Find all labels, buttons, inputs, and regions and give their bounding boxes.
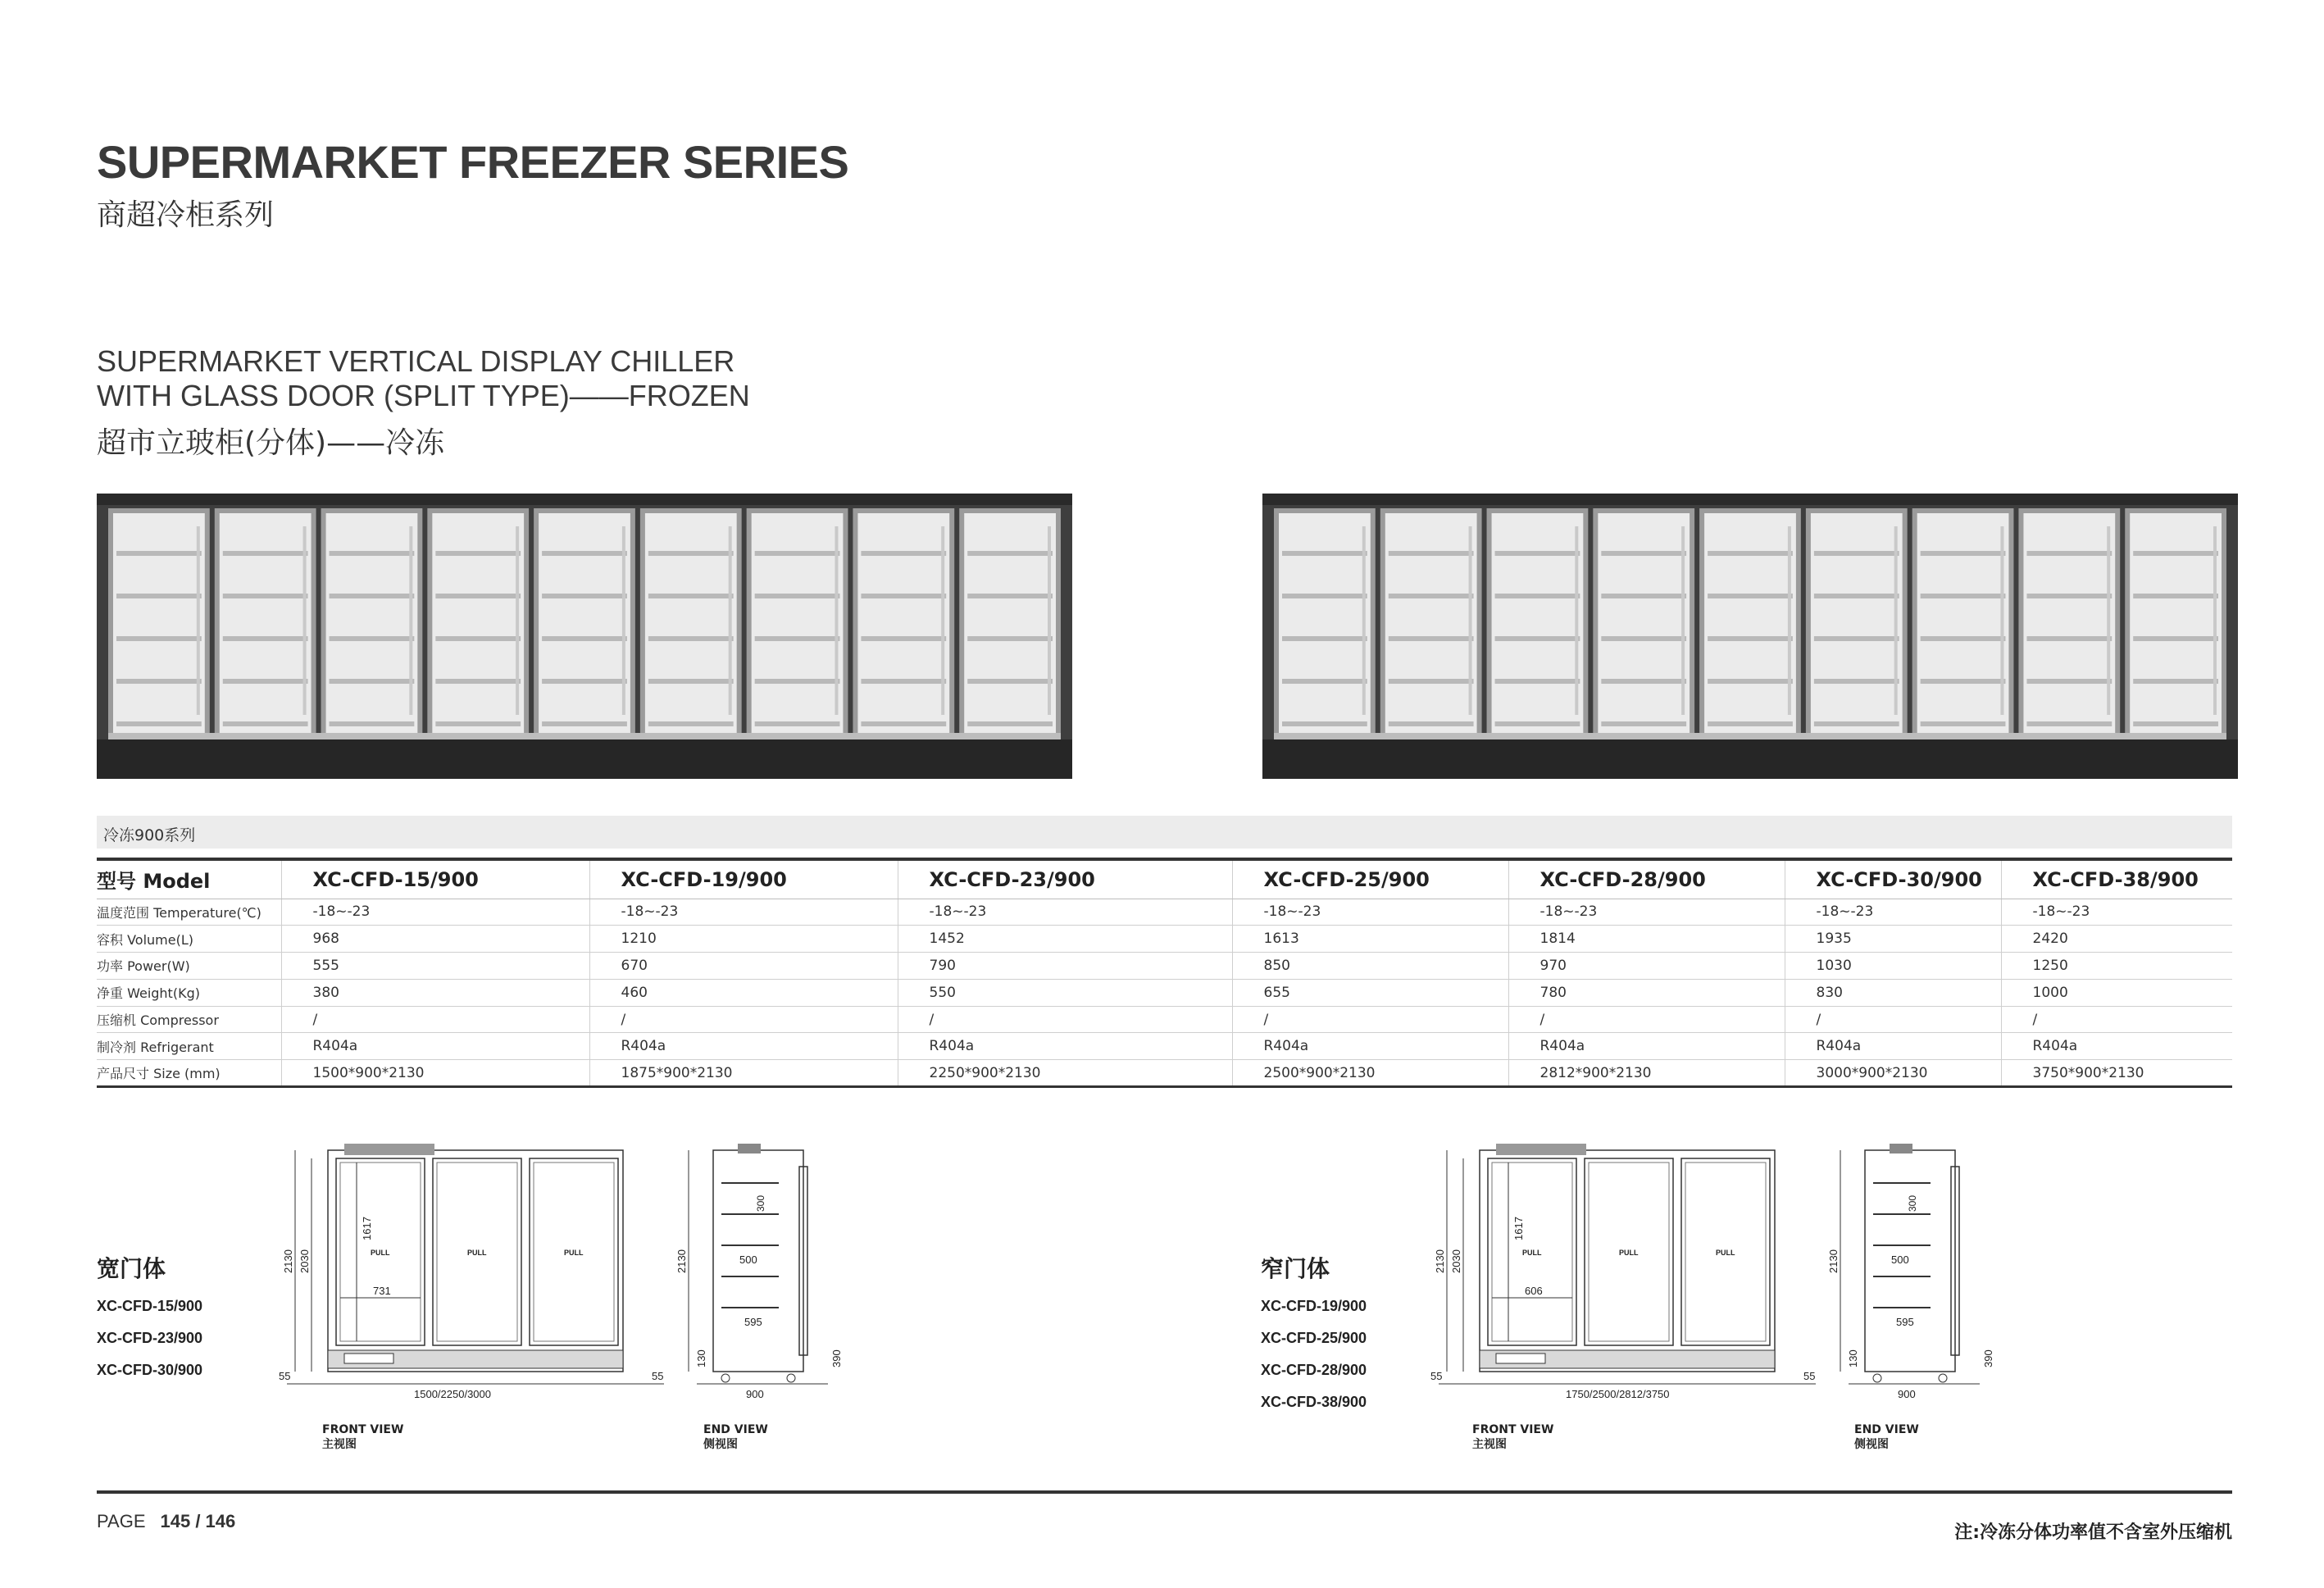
spec-cell: R404a (2001, 1033, 2232, 1060)
shelf (2133, 679, 2218, 684)
top-unit (738, 1144, 761, 1153)
shelf (1601, 594, 1686, 598)
dimension-label: PULL (1619, 1249, 1639, 1257)
shelf (755, 594, 840, 598)
shelf (223, 594, 308, 598)
shelf (1814, 551, 1899, 556)
top-unit (1496, 1144, 1586, 1155)
door-handle (941, 526, 944, 715)
shelf (435, 594, 521, 598)
shelf (223, 551, 308, 556)
group-model: XC-CFD-19/900 (1261, 1298, 1367, 1314)
dimension-label: 2030 (1450, 1249, 1462, 1273)
spec-cell: / (589, 1006, 898, 1033)
shelf (1389, 721, 1474, 726)
shelf (1495, 551, 1580, 556)
spec-cell: 3000*900*2130 (1785, 1060, 2001, 1087)
spec-row (97, 1033, 2232, 1060)
cabinet-base (97, 739, 1072, 779)
shelf (2026, 721, 2112, 726)
spec-cell: 1814 (1508, 926, 1785, 953)
series-bar (97, 816, 2232, 849)
door-handle (2213, 526, 2217, 715)
spec-row (97, 899, 2232, 926)
door-glass (326, 513, 418, 733)
shelf (861, 679, 946, 684)
spec-cell: -18~-23 (898, 899, 1232, 926)
spec-cell: 830 (1785, 979, 2001, 1006)
shelf (1282, 594, 1367, 598)
spec-row-label: 制冷剂 Refrigerant (97, 1033, 281, 1060)
shelf (542, 594, 627, 598)
product-subtitle (97, 344, 750, 413)
shelf (1708, 721, 1793, 726)
door-glass (964, 513, 1056, 733)
door-handle (1469, 526, 1472, 715)
shelf (861, 721, 946, 726)
model-header: XC-CFD-15/900 (281, 859, 589, 899)
shelf (755, 551, 840, 556)
spec-cell: 2250*900*2130 (898, 1060, 1232, 1087)
spec-cell: 1875*900*2130 (589, 1060, 898, 1087)
dimension-label: PULL (1522, 1249, 1542, 1257)
spec-cell: -18~-23 (2001, 899, 2232, 926)
shelf (542, 721, 627, 726)
dimension-label: 55 (1803, 1370, 1816, 1382)
door-glass (2130, 513, 2222, 733)
spec-row-label: 压缩机 Compressor (97, 1006, 281, 1033)
shelf (2026, 551, 2112, 556)
spec-cell: R404a (1232, 1033, 1508, 1060)
spec-cell: 1000 (2001, 979, 2232, 1006)
dimension-label: 595 (744, 1316, 762, 1328)
shelf (755, 679, 840, 684)
model-header: XC-CFD-19/900 (589, 859, 898, 899)
shelf (1495, 594, 1580, 598)
dimension-label: 731 (373, 1285, 391, 1297)
shelf (1708, 636, 1793, 641)
shelf (967, 551, 1053, 556)
shelf (967, 636, 1053, 641)
spec-cell: 555 (281, 953, 589, 980)
shelf (1495, 679, 1580, 684)
spec-cell: 460 (589, 979, 898, 1006)
shelf (861, 594, 946, 598)
shelf (2026, 679, 2112, 684)
caster (721, 1374, 730, 1382)
spec-table (97, 858, 2232, 1088)
model-header: XC-CFD-28/900 (1508, 859, 1785, 899)
spec-cell: 550 (898, 979, 1232, 1006)
dimension-label: 1617 (361, 1217, 373, 1240)
footnote: 注:冷冻分体功率值不含室外压缩机 (1954, 1522, 2232, 1543)
shelf (648, 551, 734, 556)
door-handle (729, 526, 732, 715)
door-glass (1492, 513, 1584, 733)
dimension-label: 1500/2250/3000 (414, 1388, 491, 1400)
spec-cell: 1210 (589, 926, 898, 953)
door-glass (1385, 513, 1477, 733)
dimension-label: 2130 (675, 1249, 688, 1273)
shelf (648, 679, 734, 684)
shelf (1282, 679, 1367, 684)
shelf (967, 721, 1053, 726)
spec-cell: R404a (1785, 1033, 2001, 1060)
caster (787, 1374, 795, 1382)
shelf (1708, 594, 1793, 598)
dimension-label: 595 (1896, 1316, 1914, 1328)
shelf (1601, 636, 1686, 641)
spec-cell: 970 (1508, 953, 1785, 980)
shelf (861, 551, 946, 556)
dimension-label: 500 (1891, 1254, 1909, 1266)
door-handle (197, 526, 200, 715)
shelf (1601, 551, 1686, 556)
spec-cell: 380 (281, 979, 589, 1006)
front-view-drawing-wide (279, 1134, 705, 1404)
shelf (116, 636, 202, 641)
spec-row-label: 功率 Power(W) (97, 953, 281, 980)
shelf (2133, 636, 2218, 641)
dimension-label: 130 (1847, 1349, 1859, 1367)
shelf (1814, 636, 1899, 641)
spec-cell: R404a (898, 1033, 1232, 1060)
page-title: SUPERMARKET FREEZER SERIES (97, 136, 849, 188)
shelf (542, 636, 627, 641)
spec-row (97, 926, 2232, 953)
shelf (330, 679, 415, 684)
door-glass (645, 513, 737, 733)
model-header: XC-CFD-30/900 (1785, 859, 2001, 899)
group-title-narrow: 窄门体 (1261, 1255, 1330, 1282)
front-view-drawing-narrow (1430, 1134, 1857, 1404)
shelf (1708, 551, 1793, 556)
spec-cell: / (898, 1006, 1232, 1033)
spec-row (97, 1006, 2232, 1033)
spec-cell: / (1232, 1006, 1508, 1033)
shelf (542, 551, 627, 556)
shelf (1814, 594, 1899, 598)
spec-cell: 1613 (1232, 926, 1508, 953)
shelf (330, 551, 415, 556)
shelf (223, 636, 308, 641)
spec-cell: 670 (589, 953, 898, 980)
door-handle (1894, 526, 1898, 715)
spec-cell: 850 (1232, 953, 1508, 980)
door-handle (1362, 526, 1366, 715)
shelf (116, 594, 202, 598)
shelf (1282, 721, 1367, 726)
door-glass (752, 513, 844, 733)
group-title-wide: 宽门体 (97, 1255, 166, 1282)
spec-cell: / (281, 1006, 589, 1033)
model-header: XC-CFD-23/900 (898, 859, 1232, 899)
shelf (2133, 551, 2218, 556)
dimension-label: 300 (1907, 1194, 1918, 1212)
door-handle (835, 526, 838, 715)
shelf (755, 636, 840, 641)
product-subtitle-cn: 超市立玻柜(分体)——冷冻 (97, 426, 445, 460)
door-handle (2000, 526, 2003, 715)
shelf (1389, 594, 1474, 598)
spec-cell: 2420 (2001, 926, 2232, 953)
shelf (435, 636, 521, 641)
shelf (1708, 679, 1793, 684)
door-handle (622, 526, 625, 715)
spec-cell: 1030 (1785, 953, 2001, 980)
end-view-label: END VIEW 侧视图 (703, 1423, 768, 1451)
cabinet-outline (328, 1150, 623, 1372)
spec-cell: R404a (589, 1033, 898, 1060)
dimension-label: 55 (279, 1370, 291, 1382)
caster (1939, 1374, 1947, 1382)
shelf (2026, 636, 2112, 641)
spec-header-row (97, 859, 2232, 899)
shelf (330, 636, 415, 641)
footer-rule (97, 1490, 2232, 1494)
spec-cell: / (1785, 1006, 2001, 1033)
shelf (1282, 636, 1367, 641)
shelf (223, 679, 308, 684)
dimension-label: PULL (467, 1249, 487, 1257)
freezer-photo-right (1262, 494, 2238, 779)
model-header: XC-CFD-38/900 (2001, 859, 2232, 899)
group-model: XC-CFD-38/900 (1261, 1394, 1367, 1410)
shelf (1601, 721, 1686, 726)
dimension-label: 2130 (282, 1249, 294, 1273)
door-handle (303, 526, 307, 715)
dimension-label: 500 (739, 1254, 757, 1266)
spec-header-label: 型号 Model (97, 859, 281, 899)
end-view-label: END VIEW 侧视图 (1854, 1423, 1919, 1451)
spec-cell: / (2001, 1006, 2232, 1033)
shelf (330, 594, 415, 598)
group-model: XC-CFD-23/900 (97, 1330, 203, 1346)
door-glass (1811, 513, 1903, 733)
shelf (1389, 679, 1474, 684)
door-handle (1575, 526, 1578, 715)
product-subtitle-line2: WITH GLASS DOOR (SPLIT TYPE)——FROZEN (97, 379, 750, 412)
end-view-drawing-narrow (1824, 1134, 2021, 1404)
shelf (435, 721, 521, 726)
spec-row-label: 温度范围 Temperature(℃) (97, 899, 281, 926)
shelf (967, 679, 1053, 684)
cabinet-top (97, 494, 1072, 505)
shelf (2026, 594, 2112, 598)
cabinet-outline (1480, 1150, 1775, 1372)
dimension-label: 2030 (298, 1249, 311, 1273)
spec-cell: R404a (281, 1033, 589, 1060)
spec-cell: 1500*900*2130 (281, 1060, 589, 1087)
door-glass (220, 513, 312, 733)
door-glass (857, 513, 949, 733)
door-handle (1788, 526, 1791, 715)
spec-cell: R404a (1508, 1033, 1785, 1060)
spec-cell: -18~-23 (1785, 899, 2001, 926)
spec-cell: 2500*900*2130 (1232, 1060, 1508, 1087)
door-glass (1704, 513, 1796, 733)
shelf (1921, 594, 2006, 598)
door-glass (1279, 513, 1371, 733)
group-model: XC-CFD-25/900 (1261, 1330, 1367, 1346)
shelf (1921, 636, 2006, 641)
cabinet-kick (108, 733, 1061, 739)
group-model: XC-CFD-28/900 (1261, 1362, 1367, 1378)
end-view-drawing-wide (672, 1134, 869, 1404)
shelf (435, 679, 521, 684)
spec-row (97, 953, 2232, 980)
shelf (2133, 594, 2218, 598)
dimension-label: PULL (564, 1249, 584, 1257)
spec-cell: -18~-23 (281, 899, 589, 926)
shelf (1601, 679, 1686, 684)
spec-cell: -18~-23 (589, 899, 898, 926)
series-label: 冷冻900系列 (103, 826, 196, 844)
door-handle (409, 526, 412, 715)
shelf (967, 594, 1053, 598)
dimension-label: 900 (1898, 1388, 1916, 1400)
door-glass (113, 513, 205, 733)
shelf (648, 636, 734, 641)
shelf (1921, 551, 2006, 556)
spec-cell: / (1508, 1006, 1785, 1033)
spec-cell: 655 (1232, 979, 1508, 1006)
shelf (1389, 551, 1474, 556)
page-title-cn: 商超冷柜系列 (97, 198, 275, 232)
spec-row-label: 产品尺寸 Size (mm) (97, 1060, 281, 1087)
door-handle (1048, 526, 1051, 715)
shelf (755, 721, 840, 726)
door-handle (1681, 526, 1685, 715)
shelf (1495, 636, 1580, 641)
product-subtitle-line1: SUPERMARKET VERTICAL DISPLAY CHILLER (97, 344, 735, 378)
door-glass (539, 513, 630, 733)
shelf (648, 594, 734, 598)
spec-cell: 3750*900*2130 (2001, 1060, 2232, 1087)
cabinet-top (1262, 494, 2238, 505)
dimension-label: 390 (830, 1349, 843, 1367)
control-panel (1496, 1354, 1545, 1363)
door-glass (432, 513, 524, 733)
dimension-label: 390 (1982, 1349, 1994, 1367)
door-handle (516, 526, 519, 715)
spec-cell: -18~-23 (1232, 899, 1508, 926)
door-glass (1598, 513, 1690, 733)
dimension-label: 606 (1525, 1285, 1543, 1297)
top-unit (344, 1144, 434, 1155)
cabinet-base (1262, 739, 2238, 779)
shelf (2133, 721, 2218, 726)
group-model: XC-CFD-15/900 (97, 1298, 203, 1314)
front-view-label: FRONT VIEW 主视图 (322, 1423, 404, 1451)
spec-cell: 2812*900*2130 (1508, 1060, 1785, 1087)
group-model: XC-CFD-30/900 (97, 1362, 203, 1378)
dimension-label: 55 (1430, 1370, 1443, 1382)
shelf (223, 721, 308, 726)
shelf (116, 551, 202, 556)
spec-row (97, 1060, 2232, 1087)
spec-cell: 790 (898, 953, 1232, 980)
shelf (542, 679, 627, 684)
shelf (1389, 636, 1474, 641)
shelf (1495, 721, 1580, 726)
shelf (648, 721, 734, 726)
door-glass (2023, 513, 2115, 733)
shelf (861, 636, 946, 641)
shelf (1921, 721, 2006, 726)
dimension-label: PULL (371, 1249, 390, 1257)
door-handle (2107, 526, 2110, 715)
dimension-label: 1617 (1512, 1217, 1525, 1240)
spec-cell: -18~-23 (1508, 899, 1785, 926)
spec-cell: 780 (1508, 979, 1785, 1006)
dimension-label: 2130 (1827, 1249, 1840, 1273)
freezer-photo-left (97, 494, 1072, 779)
caster (1873, 1374, 1881, 1382)
dimension-label: 1750/2500/2812/3750 (1566, 1388, 1670, 1400)
spec-row-label: 净重 Weight(Kg) (97, 979, 281, 1006)
spec-row (97, 979, 2232, 1006)
spec-cell: 1250 (2001, 953, 2232, 980)
spec-cell: 1935 (1785, 926, 2001, 953)
shelf (1814, 721, 1899, 726)
dimension-label: 130 (695, 1349, 707, 1367)
cabinet-kick (1274, 733, 2226, 739)
door-glass (1917, 513, 2009, 733)
shelf (116, 679, 202, 684)
spec-cell: 968 (281, 926, 589, 953)
dimension-label: 900 (746, 1388, 764, 1400)
shelf (1814, 679, 1899, 684)
shelf (435, 551, 521, 556)
control-panel (344, 1354, 393, 1363)
dimension-label: 300 (755, 1194, 766, 1212)
shelf (116, 721, 202, 726)
page-number: PAGE 145 / 146 (97, 1511, 236, 1531)
spec-cell: 1452 (898, 926, 1232, 953)
dimension-label: 2130 (1434, 1249, 1446, 1273)
shelf (330, 721, 415, 726)
front-view-label: FRONT VIEW 主视图 (1472, 1423, 1554, 1451)
shelf (1921, 679, 2006, 684)
spec-row-label: 容积 Volume(L) (97, 926, 281, 953)
shelf (1282, 551, 1367, 556)
model-header: XC-CFD-25/900 (1232, 859, 1508, 899)
top-unit (1890, 1144, 1912, 1153)
dimension-label: PULL (1716, 1249, 1735, 1257)
dimension-label: 55 (652, 1370, 664, 1382)
